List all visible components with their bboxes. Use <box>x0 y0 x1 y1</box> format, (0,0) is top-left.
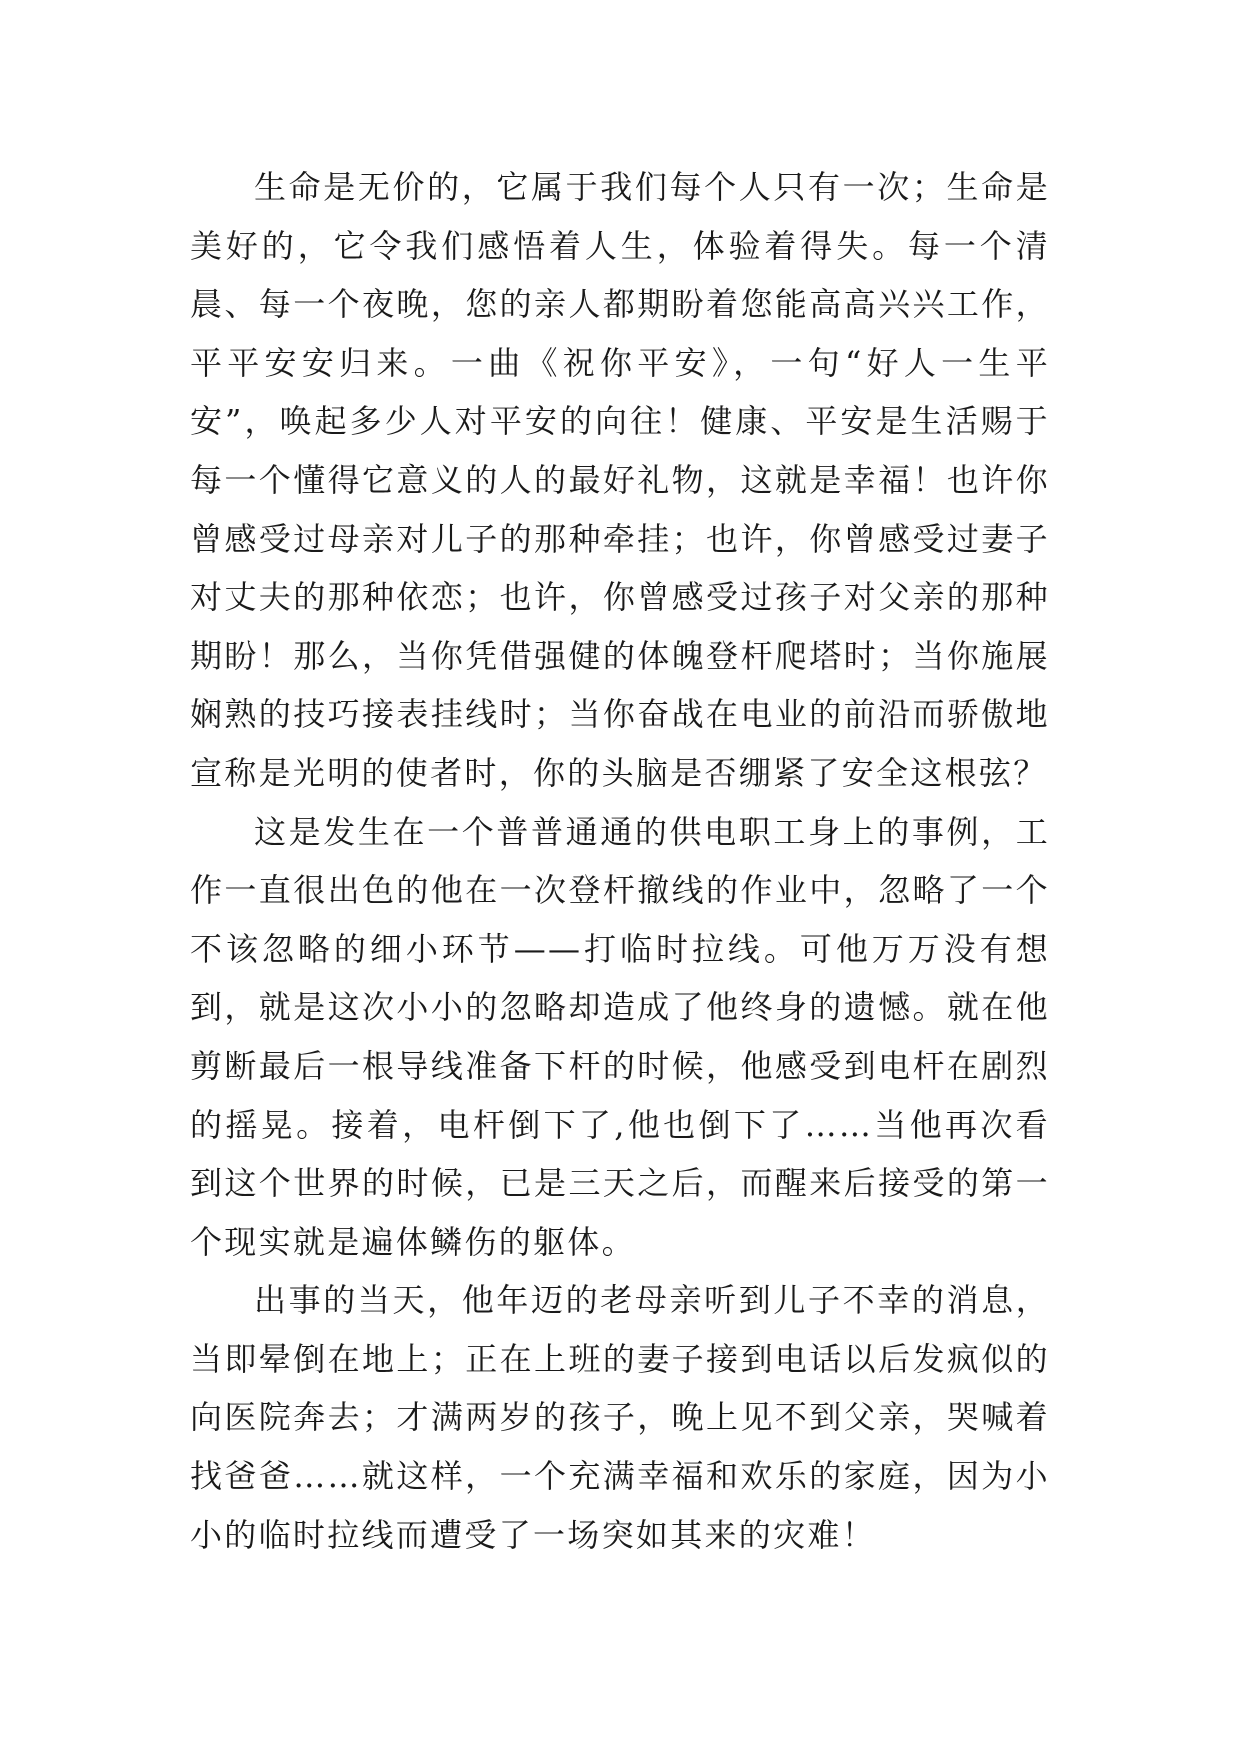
paragraph-3: 出事的当天，他年迈的老母亲听到儿子不幸的消息，当即晕倒在地上；正在上班的妻子接到电话以后发疯似的向医院奔去；才满两岁的孩子，晚上见不到父亲，哭喊着找爸爸……就这样，一个充满幸福和欢乐的家庭，因为小小的临时拉线而遭受了一场突如其来的灾难！ <box>190 1281 1050 1554</box>
paragraph-1: 生命是无价的，它属于我们每个人只有一次；生命是美好的，它令我们感悟着人生，体验着得失。每一个清晨、每一个夜晚，您的亲人都期盼着您能高高兴兴工作，平平安安归来。一曲《祝你平安》，一句“好人一生平安”，唤起多少人对平安的向往！健康、平安是生活赐于每一个懂得它意义的人的最好礼物，这就是幸福！也许你曾感受过母亲对儿子的那种牵挂；也许，你曾感受过妻子对丈夫的那种依恋；也许，你曾感受过孩子对父亲的那种期盼！那么，当你凭借强健的体魄登杆爬塔时；当你施展娴熟的技巧接表挂线时；当你奋战在电业的前沿而骄傲地宣称是光明的使者时，你的头脑是否绷紧了安全这根弦？ <box>190 168 1050 792</box>
document-body <box>190 158 1050 1564</box>
paragraph-2: 这是发生在一个普普通通的供电职工身上的事例，工作一直很出色的他在一次登杆撤线的作业中，忽略了一个不该忽略的细小环节——打临时拉线。可他万万没有想到，就是这次小小的忽略却造成了他终身的遗憾。就在他剪断最后一根导线准备下杆的时候，他感受到电杆在剧烈的摇晃。接着，电杆倒下了,他也倒下了……当他再次看到这个世界的时候，已是三天之后，而醒来后接受的第一个现实就是遍体鳞伤的躯体。 <box>190 812 1050 1261</box>
